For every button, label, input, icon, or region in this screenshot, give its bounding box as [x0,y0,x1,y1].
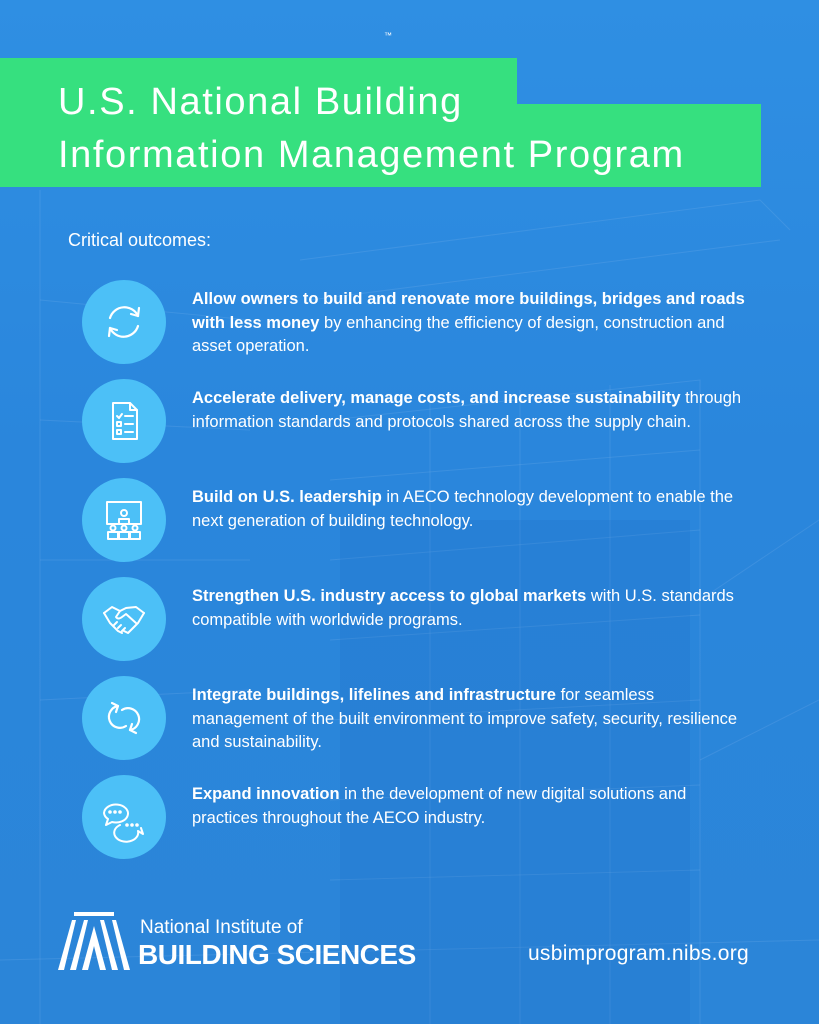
outcome-item [82,775,782,875]
outcome-item [82,676,782,776]
outcome-bold: Expand innovation [192,785,340,803]
outcome-item [82,577,782,677]
trademark-symbol: ™ [384,31,392,40]
org-name-line2: BUILDING SCIENCES [138,939,416,970]
outcome-icon-circle [82,280,166,364]
outcome-text [192,684,752,755]
outcome-bold: Allow owners to build and renovate more buildings, bridges and roads with less money [192,290,745,332]
outcome-text [192,288,752,359]
outcome-icon-circle [82,379,166,463]
checklist-document-icon [98,395,150,447]
outcome-bold: Integrate buildings, lifelines and infrastructure [192,686,556,704]
integration-arrows-icon [98,692,150,744]
org-name-line1: National Institute of [140,917,303,938]
outcome-bold: Strengthen U.S. industry access to global markets [192,587,587,605]
outcome-bold: Accelerate delivery, manage costs, and increase sustainability [192,389,681,407]
outcome-icon-circle [82,775,166,859]
outcome-icon-circle [82,478,166,562]
program-url[interactable]: usbimprogram.nibs.org [527,942,749,965]
outcome-rest: for seamless management of the built environment to improve safety, security, resilience and sustainability. [192,686,738,751]
handshake-icon [98,593,150,645]
outcome-text [192,387,752,434]
page-title [58,76,685,182]
page-title-line2: Information Management Program [58,134,685,176]
nibs-logo-mark-icon [58,912,130,970]
outcome-rest: by enhancing the efficiency of design, construction and asset operation. [192,313,725,355]
presentation-audience-icon [98,494,150,546]
outcome-rest: in AECO technology development to enable the next generation of building technology. [192,488,734,530]
outcome-rest: with U.S. standards compatible with worldwide programs. [192,587,734,629]
refresh-cycle-icon [98,296,150,348]
outcome-text [192,486,752,533]
outcome-text [192,585,752,632]
outcome-rest: through information standards and protocols shared across the supply chain. [192,389,742,431]
outcome-icon-circle [82,577,166,661]
chat-bubbles-icon [98,791,150,843]
outcome-icon-circle [82,676,166,760]
critical-outcomes-heading: Critical outcomes: [68,230,212,250]
outcome-item [82,280,782,380]
outcome-item [82,379,782,479]
nibs-logo [58,912,416,974]
outcome-rest: in the development of new digital solutions and practices throughout the AECO industry. [192,785,687,827]
outcome-bold: Build on U.S. leadership [192,488,382,506]
page-title-line1: U.S. National Building [58,81,463,123]
outcome-text [192,783,752,830]
outcome-item [82,478,782,578]
